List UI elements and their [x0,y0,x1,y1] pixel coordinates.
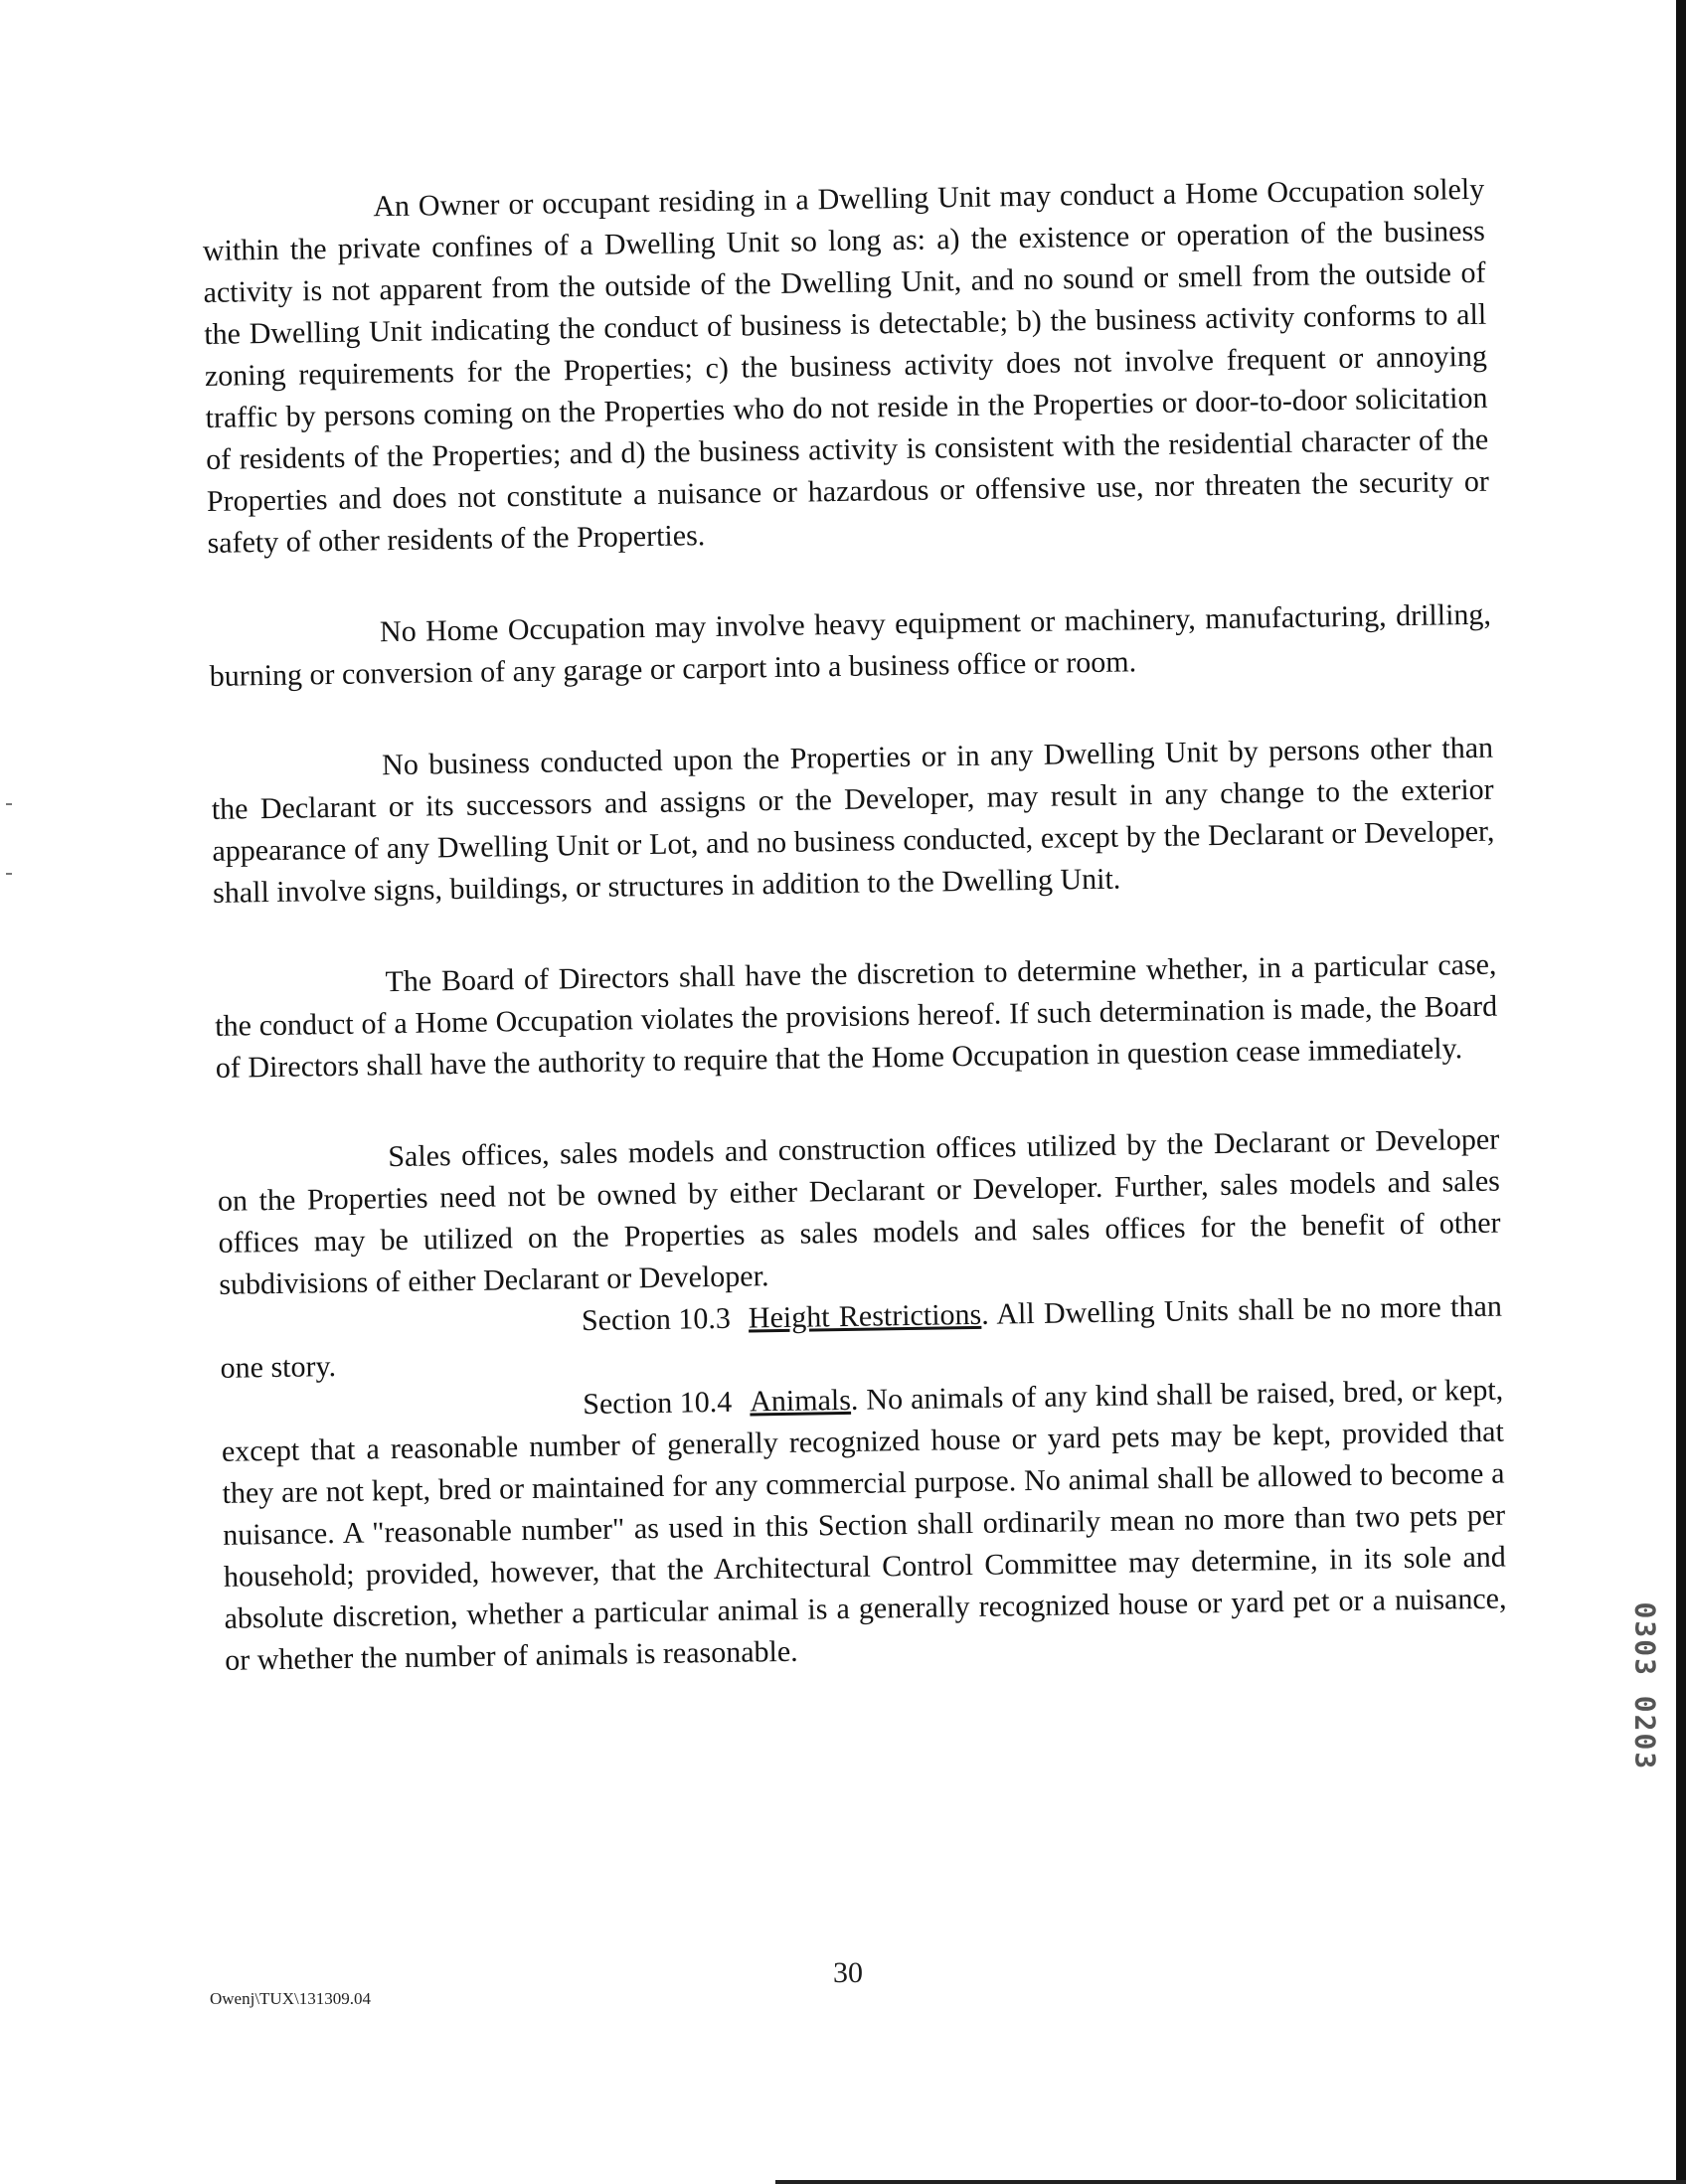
scan-edge-right [1676,0,1686,2184]
document-body [202,169,1507,1682]
stamp-text: 0303 0203 [1628,1601,1662,1771]
section-number: Section 10.3 [581,1301,732,1338]
scan-mark [6,873,12,875]
paragraph-no-heavy-equipment: No Home Occupation may involve heavy equipment or machinery, manufacturing, drilling, burning or conversion of any garage or carport into a business office or room. [209,597,1492,693]
paragraph-no-business-appearance: No business conducted upon the Properties or in any Dwelling Unit by persons other than the Declarant or its successors and assigns or the Developer, may result in any change to the exterior appearance of any Dwelling Unit or Lot, and no business conducted, except by the Declarant or Developer, shall involve signs, buildings, or structures in addition to the Dwelling Unit. [211,731,1495,910]
page-number: 30 [833,1956,863,1989]
paragraph-home-occupation: An Owner or occupant residing in a Dwelling Unit may conduct a Home Occupation solely within the private confines of a Dwelling Unit so long as: a) the existence or operation of the business activity is not apparent from the outside of the Dwelling Unit, and no sound or smell from the outside of the Dwelling Unit indicating the conduct of business is detectable; b) the business activity conforms to all zoning requirements for the Properties; c) the business activity does not involve frequent or annoying traffic by persons coming on the Properties who do not reside in the Properties or door-to-door solicitation of residents of the Properties; and d) the business activity is consistent with the residential character of the Properties and does not constitute a nuisance or hazardous or offensive use, nor threaten the security or safety of other residents of the Properties. [202,172,1490,560]
section-text: . No animals of any kind shall be raised, bred, or kept, except that a reasonable number of generally recognized house or yard pets may be kept, provided that they are not kept, bred or maintained for any commercial purpose. No animal shall be allowed to become a nuisance. A "reasonable number" as used in this Section shall ordinarily mean no more than two pets per household; provided, however, that the Architectural Control Committee may determine, in its sole and absolute discretion, whether a particular animal is a generally recognized house or yard pet or a nuisance, or whether the number of animals is reasonable. [221,1373,1507,1677]
footer-document-path: Owenj\TUX\131309.04 [210,1989,371,2008]
paragraph-board-discretion: The Board of Directors shall have the discretion to determine whether, in a particular case, the conduct of a Home Occupation violates the provisions hereof. If such determination is made, the Board of Directors shall have the authority to require that the Home Occupation in question cease immediately. [214,947,1498,1085]
scan-mark [6,803,12,805]
section-text: . All Dwelling Units shall be no more than one story. [220,1289,1503,1385]
section-title: Animals [749,1383,852,1419]
section-title: Height Restrictions [748,1297,982,1335]
paragraph-sales-offices: Sales offices, sales models and construction offices utilized by the Declarant or Developer on the Properties need not be owned by either Declarant or Developer. Further, sales models and sales offices may be utilized on the Properties as sales models and sales offices for the benefit of other subdivisions of either Declarant or Developer. [217,1122,1501,1301]
document-stamp [1625,1586,1665,1904]
scan-edge-bottom [775,2180,1686,2184]
section-10-4 [221,1370,1507,1682]
section-number: Section 10.4 [582,1385,733,1422]
